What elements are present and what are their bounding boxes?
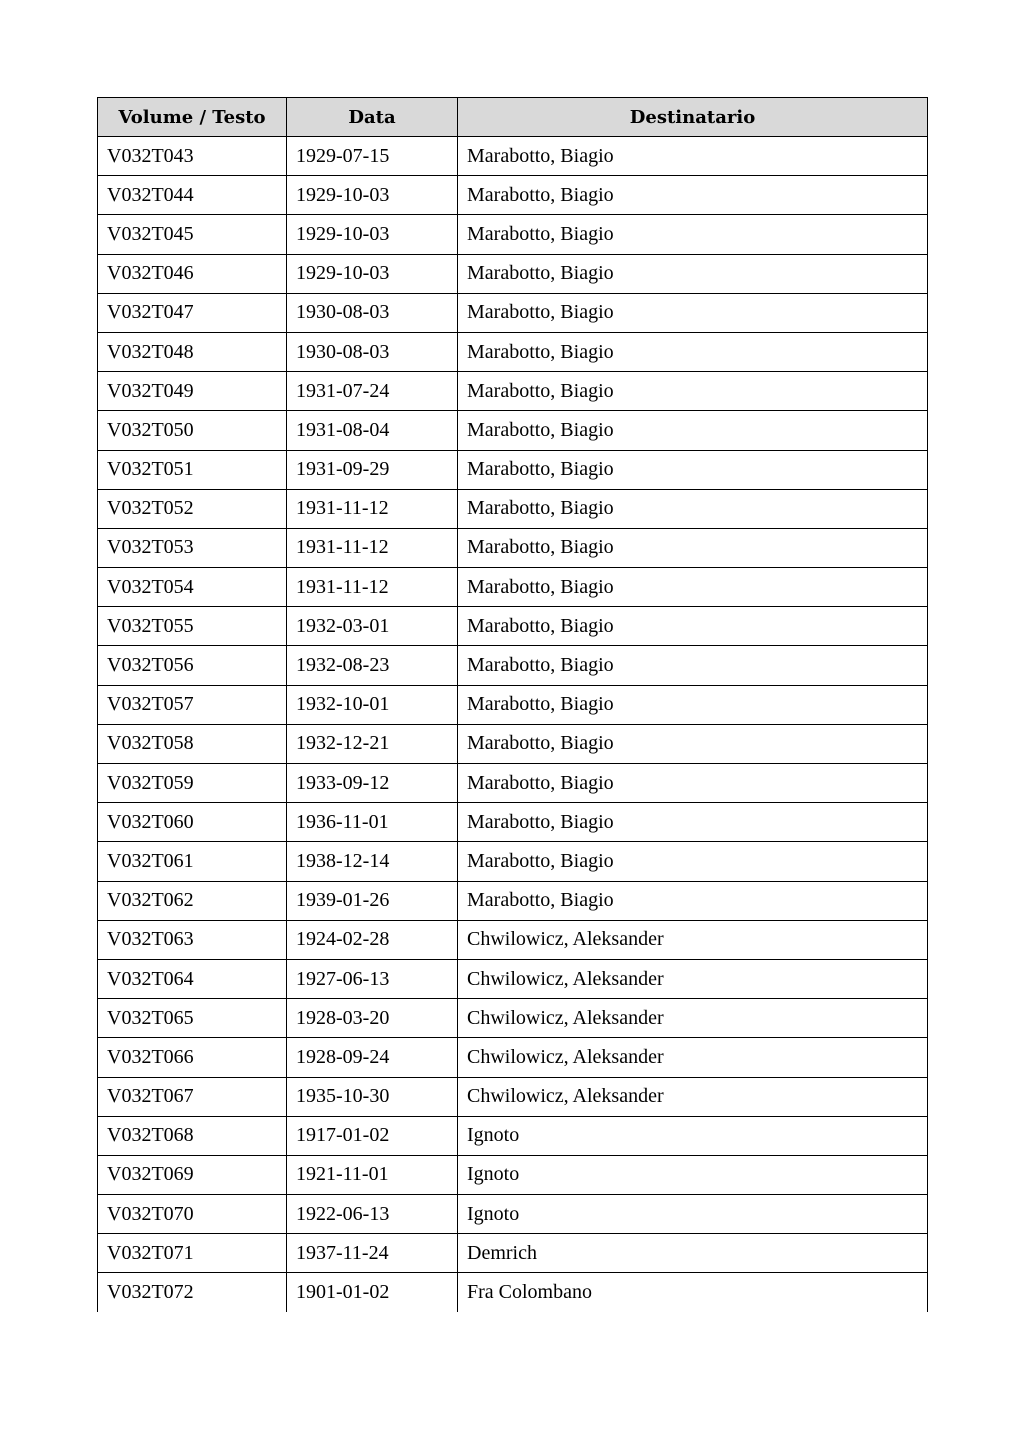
cell-recipient: Marabotto, Biagio (458, 450, 928, 489)
cell-recipient: Ignoto (458, 1195, 928, 1234)
cell-volume: V032T053 (98, 528, 287, 567)
cell-recipient: Marabotto, Biagio (458, 528, 928, 567)
cell-date: 1932-03-01 (287, 607, 458, 646)
cell-date: 1929-10-03 (287, 215, 458, 254)
cell-volume: V032T059 (98, 764, 287, 803)
cell-date: 1927-06-13 (287, 959, 458, 998)
cell-volume: V032T055 (98, 607, 287, 646)
cell-recipient: Marabotto, Biagio (458, 137, 928, 176)
table-row (98, 568, 928, 607)
cell-recipient: Chwilowicz, Aleksander (458, 1077, 928, 1116)
cell-recipient: Marabotto, Biagio (458, 568, 928, 607)
cell-date: 1931-08-04 (287, 411, 458, 450)
cell-date: 1922-06-13 (287, 1195, 458, 1234)
table-row (98, 842, 928, 881)
cell-volume: V032T061 (98, 842, 287, 881)
cell-recipient: Marabotto, Biagio (458, 254, 928, 293)
table-row (98, 1195, 928, 1234)
cell-volume: V032T068 (98, 1116, 287, 1155)
cell-date: 1935-10-30 (287, 1077, 458, 1116)
cell-volume: V032T065 (98, 999, 287, 1038)
table-row (98, 803, 928, 842)
cell-date: 1932-10-01 (287, 685, 458, 724)
table-row (98, 489, 928, 528)
cell-volume: V032T071 (98, 1234, 287, 1273)
table-row (98, 1077, 928, 1116)
cell-recipient: Marabotto, Biagio (458, 607, 928, 646)
cell-recipient: Marabotto, Biagio (458, 332, 928, 371)
cell-recipient: Marabotto, Biagio (458, 293, 928, 332)
cell-date: 1921-11-01 (287, 1155, 458, 1194)
letters-table (97, 97, 928, 1312)
cell-recipient: Ignoto (458, 1116, 928, 1155)
column-header-volume: Volume / Testo (98, 98, 287, 137)
table-row (98, 764, 928, 803)
cell-recipient: Ignoto (458, 1155, 928, 1194)
table-row (98, 607, 928, 646)
cell-date: 1939-01-26 (287, 881, 458, 920)
cell-date: 1901-01-02 (287, 1273, 458, 1312)
cell-volume: V032T070 (98, 1195, 287, 1234)
cell-recipient: Marabotto, Biagio (458, 411, 928, 450)
table-row (98, 959, 928, 998)
cell-volume: V032T057 (98, 685, 287, 724)
column-header-recipient: Destinatario (458, 98, 928, 137)
cell-volume: V032T056 (98, 646, 287, 685)
cell-date: 1930-08-03 (287, 293, 458, 332)
cell-volume: V032T060 (98, 803, 287, 842)
table-row (98, 724, 928, 763)
cell-date: 1931-11-12 (287, 528, 458, 567)
cell-volume: V032T048 (98, 332, 287, 371)
cell-volume: V032T054 (98, 568, 287, 607)
table-row (98, 1234, 928, 1273)
table-row (98, 176, 928, 215)
cell-recipient: Chwilowicz, Aleksander (458, 920, 928, 959)
cell-volume: V032T063 (98, 920, 287, 959)
cell-volume: V032T058 (98, 724, 287, 763)
cell-recipient: Marabotto, Biagio (458, 724, 928, 763)
table-row (98, 1038, 928, 1077)
cell-volume: V032T045 (98, 215, 287, 254)
table-row (98, 372, 928, 411)
cell-date: 1928-09-24 (287, 1038, 458, 1077)
cell-recipient: Marabotto, Biagio (458, 646, 928, 685)
cell-volume: V032T046 (98, 254, 287, 293)
cell-date: 1931-11-12 (287, 489, 458, 528)
table-row (98, 528, 928, 567)
table-body (98, 137, 928, 1313)
column-header-date: Data (287, 98, 458, 137)
header-row (98, 98, 928, 137)
cell-recipient: Marabotto, Biagio (458, 764, 928, 803)
table-row (98, 1155, 928, 1194)
cell-recipient: Chwilowicz, Aleksander (458, 959, 928, 998)
cell-volume: V032T052 (98, 489, 287, 528)
cell-date: 1917-01-02 (287, 1116, 458, 1155)
cell-recipient: Chwilowicz, Aleksander (458, 999, 928, 1038)
cell-volume: V032T062 (98, 881, 287, 920)
cell-date: 1931-07-24 (287, 372, 458, 411)
cell-date: 1924-02-28 (287, 920, 458, 959)
cell-recipient: Fra Colombano (458, 1273, 928, 1312)
table-row (98, 920, 928, 959)
cell-volume: V032T044 (98, 176, 287, 215)
cell-volume: V032T072 (98, 1273, 287, 1312)
table-row (98, 254, 928, 293)
table-row (98, 1273, 928, 1312)
cell-recipient: Marabotto, Biagio (458, 176, 928, 215)
cell-volume: V032T064 (98, 959, 287, 998)
cell-volume: V032T066 (98, 1038, 287, 1077)
cell-volume: V032T069 (98, 1155, 287, 1194)
cell-recipient: Marabotto, Biagio (458, 372, 928, 411)
cell-date: 1931-11-12 (287, 568, 458, 607)
cell-volume: V032T047 (98, 293, 287, 332)
cell-date: 1929-10-03 (287, 176, 458, 215)
cell-date: 1936-11-01 (287, 803, 458, 842)
table-row (98, 137, 928, 176)
table-row (98, 685, 928, 724)
table-row (98, 293, 928, 332)
cell-volume: V032T049 (98, 372, 287, 411)
table-header (98, 98, 928, 137)
cell-recipient: Marabotto, Biagio (458, 803, 928, 842)
table-row (98, 1116, 928, 1155)
cell-recipient: Marabotto, Biagio (458, 685, 928, 724)
cell-recipient: Chwilowicz, Aleksander (458, 1038, 928, 1077)
cell-date: 1932-12-21 (287, 724, 458, 763)
cell-date: 1928-03-20 (287, 999, 458, 1038)
cell-date: 1931-09-29 (287, 450, 458, 489)
cell-recipient: Marabotto, Biagio (458, 842, 928, 881)
table-row (98, 215, 928, 254)
cell-recipient: Marabotto, Biagio (458, 215, 928, 254)
table-row (98, 332, 928, 371)
cell-volume: V032T051 (98, 450, 287, 489)
cell-volume: V032T067 (98, 1077, 287, 1116)
cell-recipient: Demrich (458, 1234, 928, 1273)
cell-date: 1930-08-03 (287, 332, 458, 371)
cell-recipient: Marabotto, Biagio (458, 881, 928, 920)
cell-volume: V032T043 (98, 137, 287, 176)
table-row (98, 450, 928, 489)
cell-recipient: Marabotto, Biagio (458, 489, 928, 528)
table-row (98, 411, 928, 450)
cell-volume: V032T050 (98, 411, 287, 450)
table-row (98, 999, 928, 1038)
cell-date: 1932-08-23 (287, 646, 458, 685)
cell-date: 1933-09-12 (287, 764, 458, 803)
cell-date: 1929-10-03 (287, 254, 458, 293)
table-row (98, 646, 928, 685)
cell-date: 1938-12-14 (287, 842, 458, 881)
cell-date: 1937-11-24 (287, 1234, 458, 1273)
table-row (98, 881, 928, 920)
cell-date: 1929-07-15 (287, 137, 458, 176)
